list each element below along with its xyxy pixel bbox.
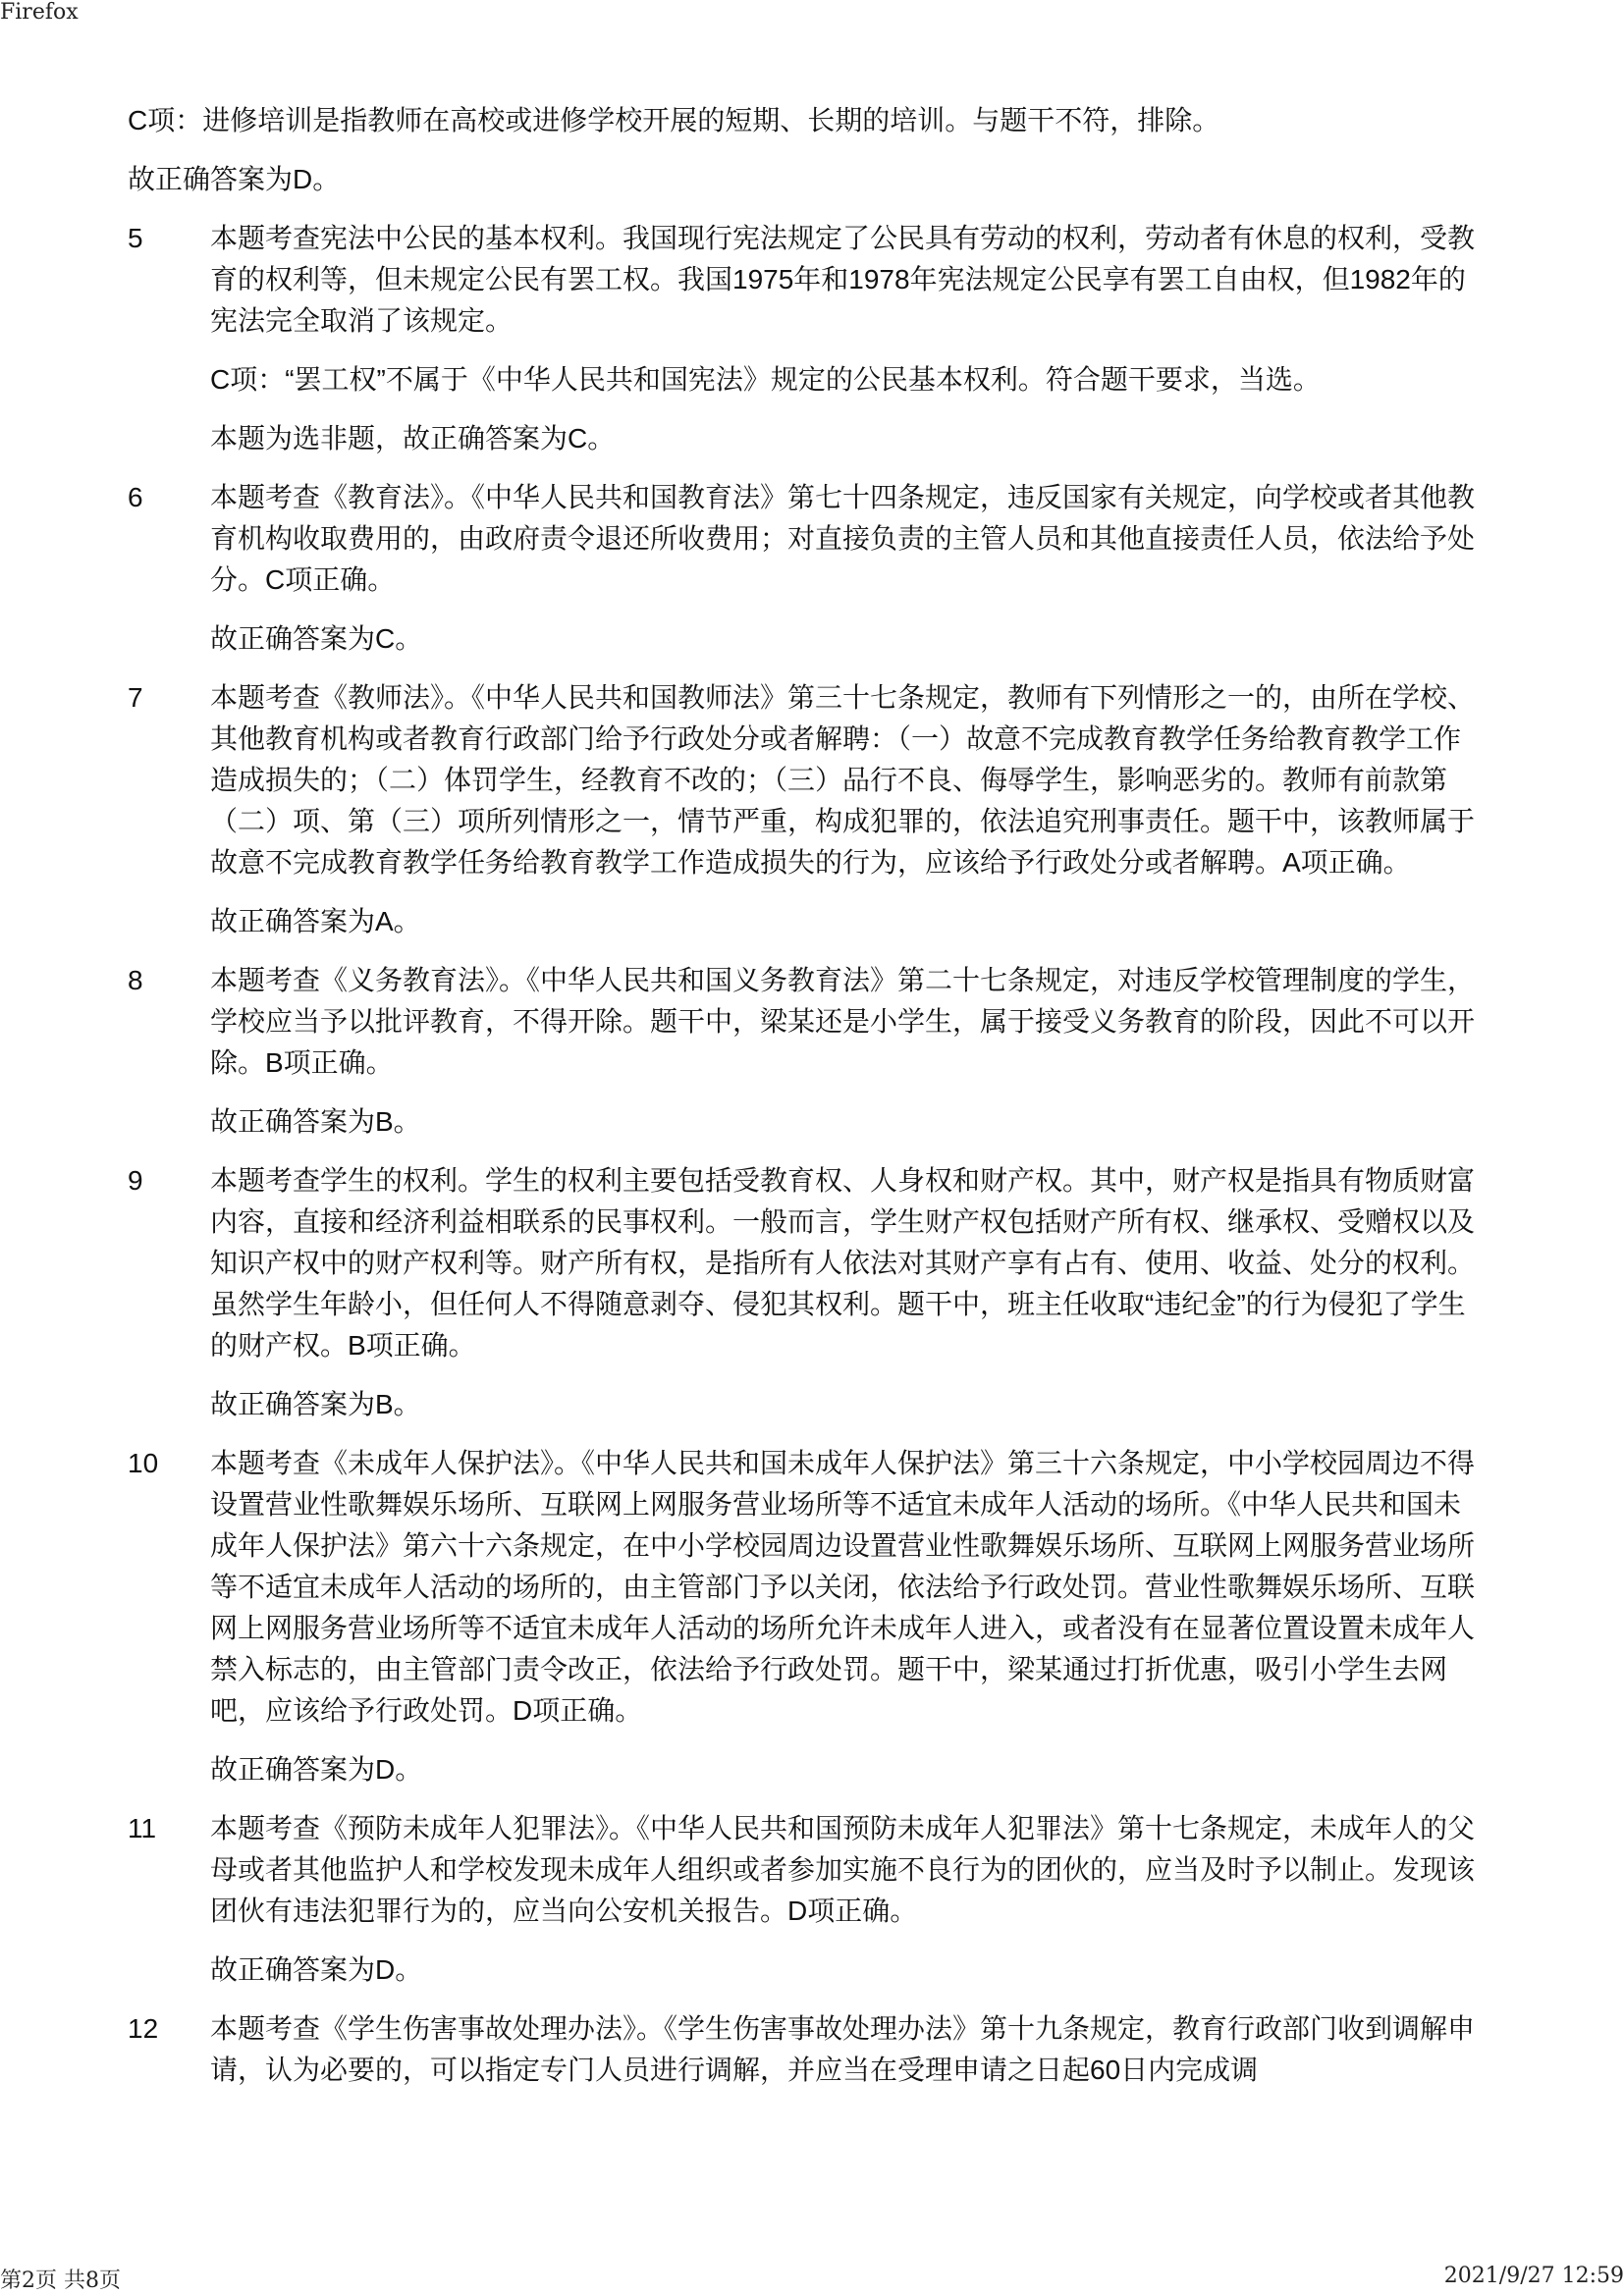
lead-paragraph: C项：进修培训是指教师在高校或进修学校开展的短期、长期的培训。与题干不符，排除。 [128,105,1220,135]
item-paragraph: 本题为选非题，故正确答案为C。 [210,423,616,454]
answer-item [128,1443,1483,1790]
item-paragraph: C项：“罢工权”不属于《中华人民共和国宪法》规定的公民基本权利。符合题干要求，当选。 [210,364,1321,395]
item-body [210,960,1483,1143]
item-paragraph: 故正确答案为D。 [210,1754,423,1785]
answer-item [128,677,1483,942]
print-timestamp: 2021/9/27 12:59 [1443,2264,1624,2288]
item-paragraph: 故正确答案为A。 [210,906,421,936]
lead-answer: 故正确答案为D。 [128,164,341,194]
item-paragraph: 故正确答案为D。 [210,1954,423,1985]
item-number: 10 [128,1448,159,1478]
item-paragraph: 故正确答案为B。 [210,1106,421,1137]
item-paragraph: 本题考查宪法中公民的基本权利。我国现行宪法规定了公民具有劳动的权利，劳动者有休息的权利，受教育的权利等，但未规定公民有罢工权。我国1975年和1978年宪法规定公民享有罢工自由权，但1982年的宪法完全取消了该规定。 [210,223,1476,336]
item-body [210,2008,1483,2091]
item-number: 12 [128,2013,159,2044]
item-paragraph: 本题考查《预防未成年人犯罪法》。《中华人民共和国预防未成年人犯罪法》第十七条规定，未成年人的父母或者其他监护人和学校发现未成年人组织或者参加实施不良行为的团伙的，应当及时予以制止。发现该团伙有违法犯罪行为的，应当向公安机关报告。D项正确。 [210,1813,1476,1926]
item-paragraph: 本题考查学生的权利。学生的权利主要包括受教育权、人身权和财产权。其中，财产权是指具有物质财富内容，直接和经济利益相联系的民事权利。一般而言，学生财产权包括财产所有权、继承权、受赠权以及知识产权中的财产权利等。财产所有权，是指所有人依法对其财产享有占有、使用、收益、处分的权利。虽然学生年龄小，但任何人不得随意剥夺、侵犯其权利。题干中，班主任收取“违纪金”的行为侵犯了学生的财产权。B项正确。 [210,1165,1476,1361]
item-number: 7 [128,682,143,713]
item-number: 8 [128,965,143,995]
answer-item [128,477,1483,660]
page-info: 第2页 共8页 [0,2269,121,2293]
item-paragraph: 故正确答案为B。 [210,1389,421,1419]
item-body [210,1160,1483,1425]
item-body [210,1443,1483,1790]
answer-item [128,1808,1483,1991]
item-paragraph: 本题考查《教育法》。《中华人民共和国教育法》第七十四条规定，违反国家有关规定，向学校或者其他教育机构收取费用的，由政府责令退还所收费用；对直接负责的主管人员和其他直接责任人员，依法给予处分。C项正确。 [210,482,1476,595]
print-header: Firefox [0,0,79,25]
answer-item [128,1160,1483,1425]
item-number: 6 [128,482,143,512]
document-content [128,100,1483,2109]
answer-item [128,960,1483,1143]
item-number: 11 [128,1813,157,1843]
item-paragraph: 本题考查《学生伤害事故处理办法》。《学生伤害事故处理办法》第十九条规定，教育行政部门收到调解申请，认为必要的，可以指定专门人员进行调解，并应当在受理申请之日起60日内完成调 [210,2013,1476,2085]
item-paragraph: 本题考查《义务教育法》。《中华人民共和国义务教育法》第二十七条规定，对违反学校管理制度的学生，学校应当予以批评教育，不得开除。题干中，梁某还是小学生，属于接受义务教育的阶段，因此不可以开除。B项正确。 [210,965,1476,1078]
item-body [210,1808,1483,1991]
item-paragraph: 本题考查《教师法》。《中华人民共和国教师法》第三十七条规定，教师有下列情形之一的，由所在学校、其他教育机构或者教育行政部门给予行政处分或者解聘：（一）故意不完成教育教学任务给教育教学工作造成损失的；（二）体罚学生，经教育不改的；（三）品行不良、侮辱学生，影响恶劣的。教师有前款第（二）项、第（三）项所列情形之一，情节严重，构成犯罪的，依法追究刑事责任。题干中，该教师属于故意不完成教育教学任务给教育教学工作造成损失的行为，应该给予行政处分或者解聘。A项正确。 [210,682,1476,878]
item-paragraph: 故正确答案为C。 [210,623,423,654]
item-body [210,677,1483,942]
answer-item [128,2008,1483,2091]
item-paragraph: 本题考查《未成年人保护法》。《中华人民共和国未成年人保护法》第三十六条规定，中小学校园周边不得设置营业性歌舞娱乐场所、互联网上网服务营业场所等不适宜未成年人活动的场所。《中华人民共和国未成年人保护法》第六十六条规定，在中小学校园周边设置营业性歌舞娱乐场所、互联网上网服务营业场所等不适宜未成年人活动的场所的，由主管部门予以关闭，依法给予行政处罚。营业性歌舞娱乐场所、互联网上网服务营业场所等不适宜未成年人活动的场所允许未成年人进入，或者没有在显著位置设置未成年人禁入标志的，由主管部门责令改正，依法给予行政处罚。题干中，梁某通过打折优惠，吸引小学生去网吧，应该给予行政处罚。D项正确。 [210,1448,1476,1726]
answer-items [128,218,1483,2091]
item-number: 9 [128,1165,143,1196]
item-body [210,218,1483,459]
item-number: 5 [128,223,143,253]
answer-item [128,218,1483,459]
item-body [210,477,1483,660]
